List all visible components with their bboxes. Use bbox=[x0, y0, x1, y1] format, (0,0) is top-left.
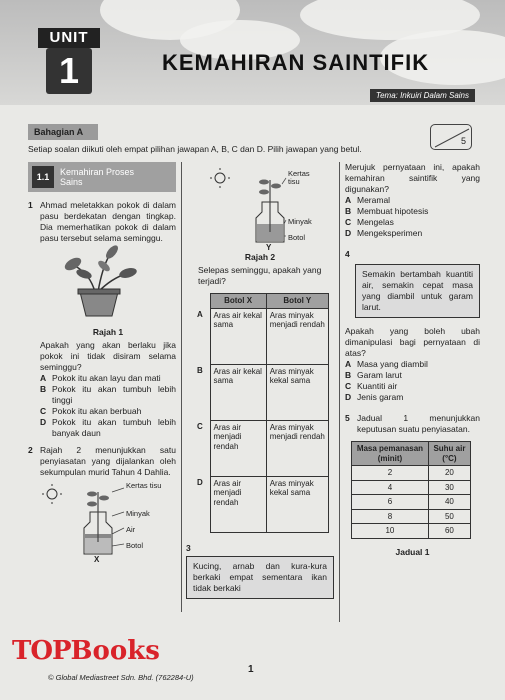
option-c[interactable]: C Pokok itu akan berbuah bbox=[40, 406, 142, 416]
question-number: 3 bbox=[186, 542, 191, 553]
option-a[interactable]: A Masa yang diambil bbox=[345, 359, 428, 369]
table-header: Botol Y bbox=[266, 294, 328, 309]
table-caption: Jadual 1 bbox=[395, 546, 430, 557]
marks-value: 5 bbox=[460, 136, 466, 146]
section-number: 1.1 bbox=[32, 166, 54, 188]
results-table bbox=[351, 441, 471, 539]
question-prompt: Apakah yang akan berlaku jika pokok ini tidak disiram selama seminggu? bbox=[40, 340, 176, 372]
option-b[interactable]: B Garam larut bbox=[345, 370, 402, 380]
table-row[interactable]: B Aras air kekal sama Aras minyak kekal sama bbox=[194, 364, 329, 420]
question-text: Ahmad meletakkan pokok di dalam pasu berdekatan dengan tingkap. Dia memerhatikan pokok di dalam pasu tersebut selama seminggu. bbox=[40, 200, 176, 243]
table-row: 10 60 bbox=[352, 524, 471, 539]
column-2 bbox=[186, 162, 334, 599]
logo-top: TOP bbox=[12, 636, 71, 666]
question-number: 4 bbox=[345, 249, 350, 259]
answer-table bbox=[194, 293, 329, 533]
section-part-label: Bahagian A bbox=[28, 124, 98, 140]
question-5 bbox=[345, 413, 480, 435]
column-1 bbox=[28, 162, 176, 562]
question-4 bbox=[345, 249, 480, 260]
option-a[interactable]: A Pokok itu akan layu dan mati bbox=[40, 373, 161, 383]
table-row: 4 30 bbox=[352, 480, 471, 495]
column-3 bbox=[345, 162, 480, 560]
label-kertas-tisu: Kertas tisu bbox=[288, 169, 310, 186]
option-d[interactable]: D Jenis garam bbox=[345, 392, 404, 402]
page-number: 1 bbox=[248, 664, 254, 675]
table-row[interactable]: D Aras air menjadi rendah Aras minyak kekal sama bbox=[194, 476, 329, 532]
question-text: Jadual 1 menunjukkan keputusan suatu penyiasatan. bbox=[357, 413, 480, 434]
table-header: Suhu air (°C) bbox=[428, 442, 470, 466]
marks-box bbox=[430, 124, 472, 150]
option-d[interactable]: D Mengeksperimen bbox=[345, 228, 423, 238]
question-number: 5 bbox=[345, 413, 350, 423]
label-air: Air bbox=[126, 525, 136, 534]
section-title: Kemahiran Proses Sains bbox=[60, 167, 135, 187]
question-prompt: Selepas seminggu, apakah yang terjadi? bbox=[198, 265, 322, 286]
statement-box: Semakin bertambah kuantiti air, semakin cepat masa yang diambil untuk garam larut. bbox=[355, 264, 480, 318]
figure-caption: Rajah 1 bbox=[92, 327, 124, 337]
option-d[interactable]: D Pokok itu akan tumbuh lebih banyak daun bbox=[40, 417, 176, 438]
section-header bbox=[28, 162, 176, 192]
label-botol: Botol bbox=[126, 541, 144, 550]
statement-box: Kucing, arnab dan kura-kura berkaki empat sementara ikan tidak berkaki bbox=[186, 556, 334, 599]
unit-badge bbox=[38, 28, 100, 98]
unit-label: UNIT bbox=[38, 28, 100, 48]
label-minyak: Minyak bbox=[288, 217, 312, 226]
theme-label: Tema: Inkuiri Dalam Sains bbox=[370, 89, 475, 102]
question-3 bbox=[186, 543, 334, 554]
figure-x-name: X bbox=[94, 555, 100, 564]
option-b[interactable]: B Membuat hipotesis bbox=[345, 206, 429, 216]
table-row: 6 40 bbox=[352, 495, 471, 510]
question-number: 2 bbox=[28, 445, 33, 455]
question-2 bbox=[28, 445, 176, 478]
table-header: Masa pemanasan (minit) bbox=[352, 442, 429, 466]
question-text: Merujuk pernyataan ini, apakah kemahiran saintifik yang digunakan? bbox=[345, 162, 480, 194]
table-row: 2 20 bbox=[352, 466, 471, 481]
figure-caption: Rajah 2 bbox=[244, 252, 276, 262]
column-divider bbox=[339, 162, 340, 622]
question-number: 1 bbox=[28, 200, 33, 210]
figure-bottle-y bbox=[186, 162, 334, 250]
figure-bottle-x bbox=[28, 482, 176, 562]
plant-pot-illustration bbox=[40, 244, 170, 322]
topbooks-logo bbox=[12, 636, 160, 666]
unit-number: 1 bbox=[46, 48, 92, 94]
option-a[interactable]: A Meramal bbox=[345, 195, 391, 205]
table-row: 8 50 bbox=[352, 509, 471, 524]
instruction-text: Setiap soalan diikuti oleh empat pilihan jawapan A, B, C dan D. Pilih jawapan yang betul. bbox=[28, 144, 362, 154]
column-divider bbox=[181, 162, 182, 612]
page-title: KEMAHIRAN SAINTIFIK bbox=[162, 50, 430, 75]
question-text: Apakah yang boleh ubah dimanipulasi bagi pernyataan di atas? bbox=[345, 326, 480, 358]
table-row[interactable]: C Aras air menjadi rendah Aras minyak menjadi rendah bbox=[194, 420, 329, 476]
publisher-credit: © Global Mediastreet Sdn. Bhd. (762284-U) bbox=[48, 673, 194, 682]
label-minyak: Minyak bbox=[126, 509, 150, 518]
question-1 bbox=[28, 200, 176, 439]
figure-y-name: Y bbox=[266, 243, 272, 252]
label-kertas-tisu: Kertas tisu bbox=[126, 481, 162, 490]
option-c[interactable]: C Kuantiti air bbox=[345, 381, 398, 391]
table-header: Botol X bbox=[210, 294, 266, 309]
question-text: Rajah 2 menunjukkan satu penyiasatan yang dijalankan oleh sekumpulan murid Tahun 4 Dahlia. bbox=[40, 445, 176, 477]
logo-books: Books bbox=[70, 636, 160, 666]
option-c[interactable]: C Mengelas bbox=[345, 217, 394, 227]
option-b[interactable]: B Pokok itu akan tumbuh lebih tinggi bbox=[40, 384, 176, 405]
table-row[interactable]: A Aras air kekal sama Aras minyak menjadi rendah bbox=[194, 308, 329, 364]
label-botol: Botol bbox=[288, 233, 306, 242]
